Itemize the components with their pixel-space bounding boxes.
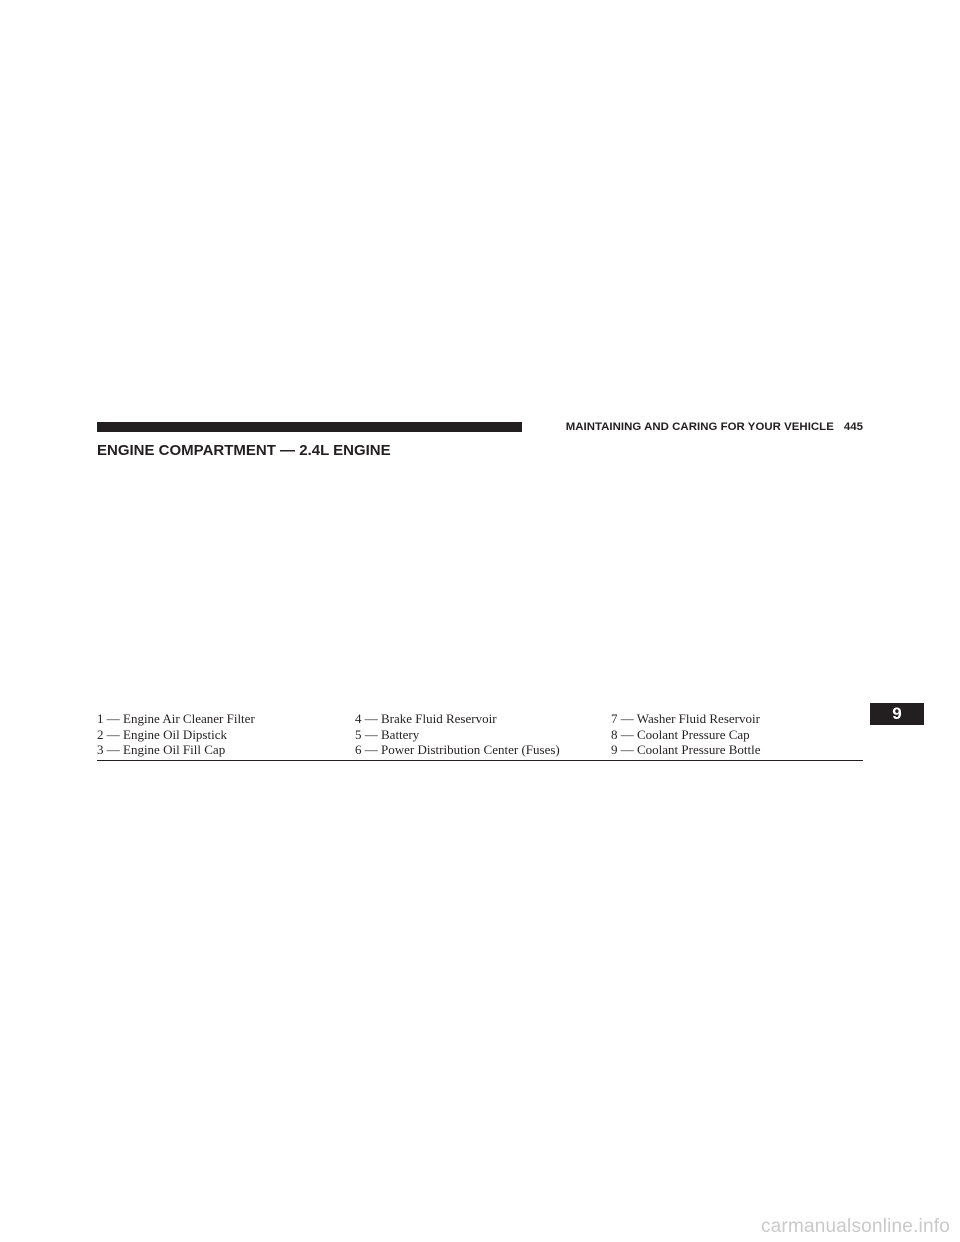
running-head — [535, 419, 863, 435]
legend-item: 3 — Engine Oil Fill Cap — [97, 742, 226, 757]
page-number: 445 — [843, 421, 863, 433]
watermark: carmanualsonline.info — [760, 1216, 950, 1237]
legend-item: 5 — Battery — [355, 726, 420, 742]
header-rule-bar — [97, 422, 522, 432]
legend-column-2 — [355, 711, 560, 758]
legend-column-1 — [97, 711, 255, 758]
figure-legend — [97, 711, 863, 759]
legend-item: 9 — Coolant Pressure Bottle — [611, 742, 761, 757]
legend-item: 7 — Washer Fluid Reservoir — [611, 711, 760, 726]
legend-item: 8 — Coolant Pressure Cap — [611, 726, 750, 742]
legend-item: 2 — Engine Oil Dipstick — [97, 726, 227, 742]
legend-divider — [97, 760, 863, 761]
chapter-tab: 9 — [870, 703, 924, 725]
legend-column-3 — [611, 711, 761, 758]
running-head-title: MAINTAINING AND CARING FOR YOUR VEHICLE — [565, 421, 834, 433]
legend-item: 1 — Engine Air Cleaner Filter — [97, 711, 255, 726]
legend-item: 6 — Power Distribution Center (Fuses) — [355, 742, 560, 757]
section-title: ENGINE COMPARTMENT — 2.4L ENGINE — [97, 442, 391, 459]
legend-item: 4 — Brake Fluid Reservoir — [355, 711, 497, 726]
